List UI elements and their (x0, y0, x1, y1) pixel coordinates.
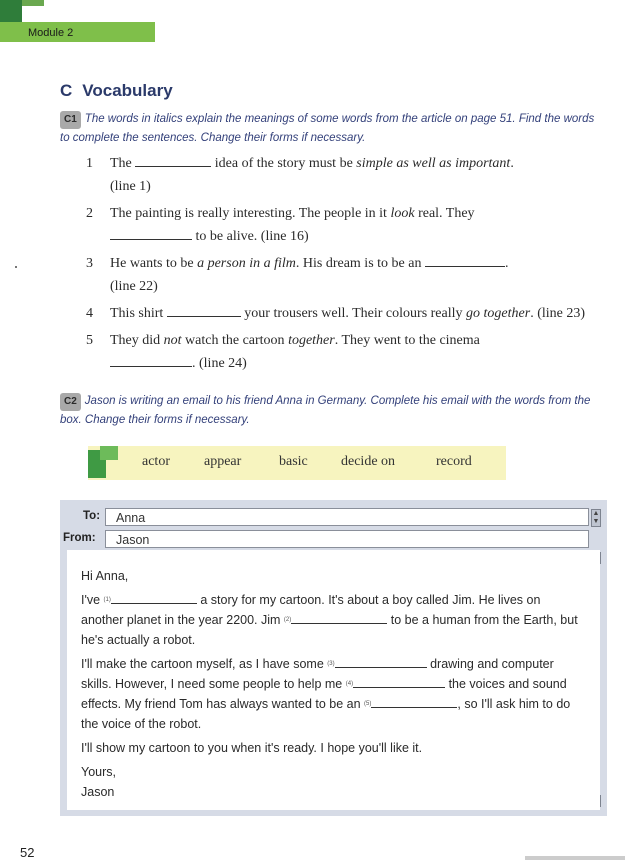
sentence-number: 2 (86, 206, 93, 221)
email-paragraph-3: I'll show my cartoon to you when it's ready. I hope you'll like it. (81, 741, 423, 755)
c2-badge: C2 (60, 393, 81, 411)
sentence-3 (86, 252, 616, 298)
sentence-text: . (line 24) (192, 356, 247, 371)
sentence-number: 5 (86, 333, 93, 348)
sentence-text: watch the cartoon (185, 333, 285, 348)
sentence-italic: go together (466, 306, 531, 321)
sentence-text: . His dream is to be an (295, 256, 422, 271)
sentence-2 (86, 202, 616, 248)
sentence-text: . (504, 256, 509, 271)
sentence-text: He wants to be (110, 256, 194, 271)
word-box-decoration (100, 446, 118, 460)
c1-instruction (60, 110, 600, 147)
email-text: I've (81, 593, 101, 607)
from-field[interactable]: Jason (105, 530, 589, 548)
module-label: Module 2 (28, 27, 74, 39)
section-letter: C (60, 81, 73, 100)
from-row (60, 530, 607, 550)
sentence-text: This shirt (110, 306, 164, 321)
word-record: record (436, 454, 472, 469)
email-text: to be a human from the Earth, but he's actually a robot. (81, 613, 578, 647)
email-closing: Yours, (81, 765, 116, 779)
word-appear: appear (204, 454, 242, 469)
page-number: 52 (20, 845, 35, 860)
c1-badge: C1 (60, 111, 81, 129)
email-body[interactable] (67, 550, 600, 810)
email-text: drawing and computer skills. However, I need some people to help me (81, 657, 554, 691)
c1-instruction-text: The words in italics explain the meanings of some words from the article on page 51. Find the words to complete the sentences. Change their forms if necessary. (60, 113, 595, 144)
sentence-number: 4 (86, 306, 93, 321)
email-signature: Jason (81, 785, 115, 799)
sentence-number: 3 (86, 256, 93, 271)
sentence-4 (86, 302, 616, 325)
sentence-text: . (510, 156, 514, 171)
email-paragraph-1 (81, 590, 581, 650)
email-greeting: Hi Anna, (81, 569, 129, 583)
c2-instruction (60, 392, 600, 429)
email-blank-2[interactable] (291, 611, 387, 624)
email-text: the voices and sound effects. My friend Tom has always wanted to be an (81, 677, 567, 711)
email-blank-1[interactable] (111, 591, 197, 604)
sentence-text: idea of the story must be (214, 156, 353, 171)
module-header-band (0, 22, 155, 42)
sentence-italic: look (390, 206, 415, 221)
email-blank-3[interactable] (335, 655, 427, 668)
sentence-text: . They went to the cinema (334, 333, 480, 348)
line-ref: (line 22) (110, 279, 158, 294)
from-label: From: (63, 532, 96, 544)
section-title (60, 81, 173, 101)
sentence-1 (86, 152, 616, 198)
email-window (60, 500, 607, 816)
word-basic: basic (279, 454, 308, 469)
scan-artifact (15, 266, 17, 268)
sentence-italic: a person in a film (197, 256, 296, 271)
blank-5[interactable] (110, 354, 192, 367)
email-blank-4[interactable] (353, 675, 445, 688)
line-ref: (line 1) (110, 179, 151, 194)
c2-instruction-text: Jason is writing an email to his friend Anna in Germany. Complete his email with the words from the box. Change their forms if necessary. (60, 395, 591, 426)
blank-number: (3) (327, 661, 335, 667)
email-text: , so I'll ask him to do the voice of the robot. (81, 697, 571, 731)
email-paragraph-2 (81, 654, 581, 734)
word-decide-on: decide on (341, 454, 396, 469)
sentence-text: . (line 23) (530, 306, 586, 321)
blank-2[interactable] (110, 227, 192, 240)
email-text: I'll make the cartoon myself, as I have some (81, 657, 324, 671)
sentence-number: 1 (86, 156, 93, 171)
email-text: a story for my cartoon. It's about a boy called Jim. He lives on another planet in the year 2200. Jim (81, 593, 541, 627)
blank-3[interactable] (425, 254, 505, 267)
sentence-italic: not (163, 333, 182, 348)
section-heading: Vocabulary (82, 81, 173, 100)
email-blank-5[interactable] (371, 695, 457, 708)
blank-1[interactable] (135, 154, 211, 167)
c1-sentence-list (86, 152, 616, 379)
sentence-text: The painting is really interesting. The people in it (110, 206, 387, 221)
to-scroll-icon[interactable]: ▲ ▼ (592, 510, 600, 525)
sentence-text: to be alive. (line 16) (195, 229, 309, 244)
sentence-italic: simple as well as important (356, 156, 511, 171)
sentence-text: They did (110, 333, 161, 348)
sentence-5 (86, 329, 616, 375)
blank-number: (2) (283, 617, 292, 623)
sentence-text: your trousers well. Their colours really (244, 306, 463, 321)
sentence-text: real. They (418, 206, 475, 221)
to-field[interactable]: Anna (105, 508, 589, 526)
corner-decoration-strip (22, 0, 44, 6)
email-body-text (81, 566, 581, 802)
blank-number: (4) (345, 681, 354, 687)
word-box (88, 446, 506, 480)
corner-decoration (0, 0, 22, 22)
sentence-italic: together (288, 333, 335, 348)
to-row (60, 508, 607, 528)
sentence-text: The (110, 156, 132, 171)
blank-number: (5) (364, 701, 372, 707)
footer-mark (525, 856, 625, 860)
blank-4[interactable] (167, 304, 241, 317)
to-label: To: (83, 510, 101, 522)
word-actor: actor (142, 454, 170, 469)
blank-number: (1) (103, 597, 111, 603)
